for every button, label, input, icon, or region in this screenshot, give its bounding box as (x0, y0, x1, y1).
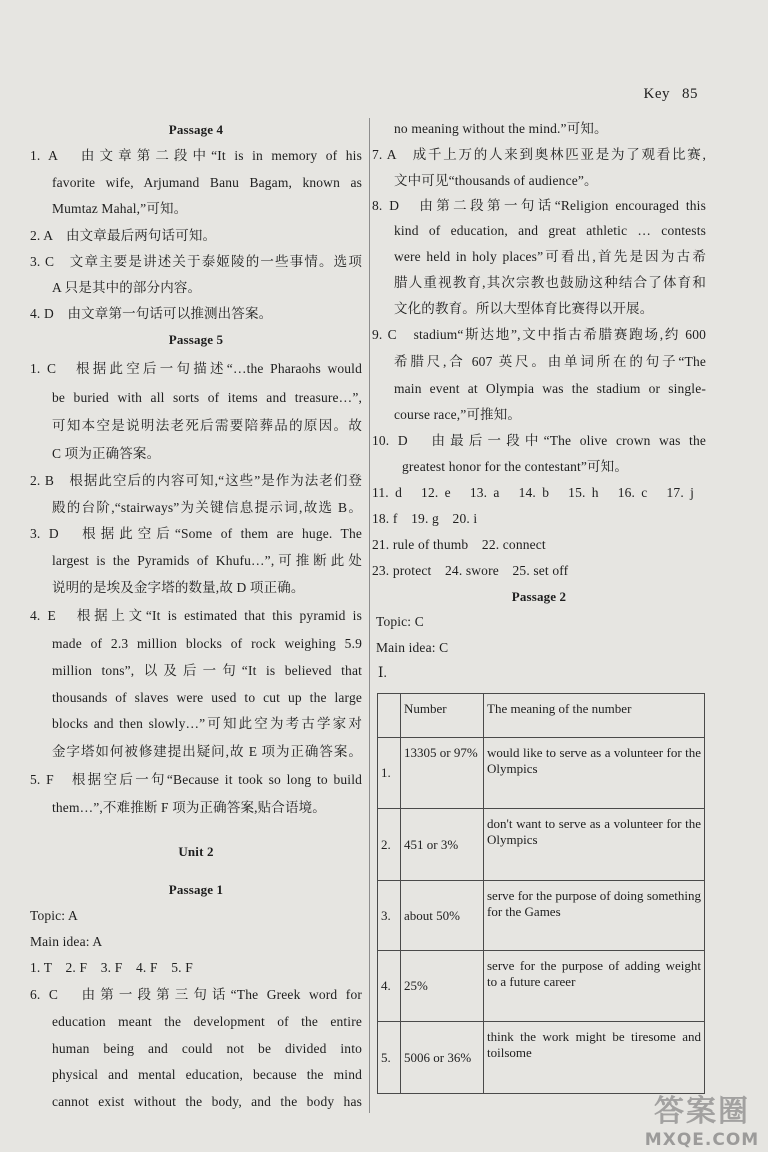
answer-line: 1. T 2. F 3. F 4. F 5. F (30, 960, 193, 975)
topic-line: Topic: A (30, 908, 78, 923)
row-index: 2. (378, 809, 401, 881)
column-divider (369, 118, 370, 1113)
row-index: 4. (378, 951, 401, 1022)
unit-heading: Unit 2 (178, 844, 214, 859)
answer-line: human being and could not be divided into (52, 1041, 362, 1056)
meaning-cell: think the work might be tiresome and toilsome (484, 1022, 705, 1094)
table-row (378, 809, 705, 881)
answer-line: were held in holy places”可看出,首先是因为古希 (394, 249, 706, 264)
answer-line: 10. D 由最后一段中“The olive crown was the (372, 433, 706, 448)
row-index: 3. (378, 881, 401, 951)
row-index: 1. (378, 738, 401, 809)
answer-line: Mumtaz Mahal,”可知。 (52, 201, 188, 216)
answer-line: 7. A 成千上万的人来到奥林匹亚是为了观看比赛, (372, 147, 706, 162)
watermark-logo-text: 答案圈 (654, 1094, 750, 1129)
answer-line: favorite wife, Arjumand Banu Bagam, known as (52, 175, 362, 190)
answer-line: 23. protect 24. swore 25. set off (372, 563, 569, 578)
number-cell: about 50% (401, 881, 484, 951)
answer-line: thousands of slaves were used to cut up the large (52, 690, 362, 705)
answer-line: 21. rule of thumb 22. connect (372, 537, 546, 552)
answer-line: C 项为正确答案。 (52, 446, 161, 461)
answer-line: physical and mental education, because the mind (52, 1067, 362, 1082)
row-index: 5. (378, 1022, 401, 1094)
passage-heading: Passage 1 (168, 882, 224, 897)
site-watermark (642, 1086, 762, 1150)
answer-line: 文中可见“thousands of audience”。 (394, 173, 598, 188)
meaning-cell: don't want to serve as a volunteer for the Olympics (484, 809, 705, 881)
answer-line: A 只是其中的部分内容。 (52, 280, 202, 295)
number-cell: 13305 or 97% (401, 738, 484, 809)
passage-heading: Passage 5 (168, 332, 224, 347)
answer-line: main event at Olympia was the stadium or single- (394, 381, 706, 396)
answer-line: 1. A 由文章第二段中“It is in memory of his (30, 148, 362, 163)
main-idea-line: Main idea: C (376, 640, 449, 655)
answer-line: 4. D 由文章第一句话可以推测出答案。 (30, 306, 273, 321)
table-header-row (378, 694, 705, 738)
number-cell: 25% (401, 951, 484, 1022)
numbers-table (377, 693, 705, 1094)
table-row (378, 951, 705, 1022)
answer-line: 腊人重视教育,其次宗教也鼓励这种结合了体育和 (394, 275, 706, 290)
header-cell: Number (401, 694, 484, 738)
answer-line: 2. A 由文章最后两句话可知。 (30, 228, 217, 243)
topic-line: Topic: C (376, 614, 424, 629)
answer-line: greatest honor for the contestant”可知。 (402, 459, 628, 474)
main-idea-line: Main idea: A (30, 934, 103, 949)
answer-line: 18. f 19. g 20. i (372, 511, 478, 526)
table-row (378, 881, 705, 951)
section-marker: Ⅰ. (378, 665, 388, 680)
meaning-cell: serve for the purpose of doing something for the Games (484, 881, 705, 951)
meaning-cell: would like to serve as a volunteer for the Olympics (484, 738, 705, 809)
header-cell: The meaning of the number (484, 694, 705, 738)
header-key-label: Key (643, 86, 670, 102)
answer-line: 6. C 由第一段第三句话“The Greek word for (30, 987, 362, 1002)
answer-line: 9. C stadium“斯达地”,文中指古希腊赛跑场,约 600 (372, 327, 706, 342)
number-cell: 451 or 3% (401, 809, 484, 881)
passage-heading: Passage 2 (511, 589, 567, 604)
page-number: 85 (682, 86, 698, 102)
meaning-cell: serve for the purpose of adding weight to a future career (484, 951, 705, 1022)
answer-line: largest is the Pyramids of Khufu…”,可推断此处 (52, 553, 362, 568)
answer-line: 殿的台阶,“stairways”为关键信息提示词,故选 B。 (52, 500, 362, 515)
answer-line: kind of education, and great athletic … contests (394, 223, 706, 238)
answer-line: 11. d 12. e 13. a 14. b 15. h 16. c 17. j (372, 485, 694, 500)
answer-line: million tons”, 以及后一句“It is believed that (52, 663, 362, 678)
answer-line: 3. D 根据此空后“Some of them are huge. The (30, 526, 362, 541)
passage-heading: Passage 4 (168, 122, 224, 137)
answer-line: 1. C 根据此空后一句描述“…the Pharaohs would (30, 361, 362, 376)
answer-line: made of 2.3 million blocks of rock weighing 5.9 (52, 636, 362, 651)
number-cell: 5006 or 36% (401, 1022, 484, 1094)
answer-line: 3. C 文章主要是讲述关于泰姬陵的一些事情。选项 (30, 254, 362, 269)
answer-line: 可知本空是说明法老死后需要陪葬品的原因。故 (52, 418, 362, 433)
answer-line: 说明的是埃及金字塔的数量,故 D 项正确。 (52, 580, 305, 595)
answer-line: 金字塔如何被修建提出疑问,故 E 项为正确答案。 (52, 744, 362, 759)
answer-line: no meaning without the mind.”可知。 (394, 121, 608, 136)
watermark-url: MXQE.COM (644, 1130, 760, 1150)
table-row (378, 1022, 705, 1094)
answer-line: 文化的教育。所以大型体育比赛得以开展。 (394, 301, 654, 316)
answer-line: 8. D 由第二段第一句话“Religion encouraged this (372, 198, 706, 213)
answer-line: 2. B 根据此空后的内容可知,“这些”是作为法老们登 (30, 473, 362, 488)
answer-line: them…”,不难推断 F 项为正确答案,贴合语境。 (52, 800, 326, 815)
table-row (378, 738, 705, 809)
answer-line: education meant the development of the entire (52, 1014, 362, 1029)
page-header (644, 86, 699, 103)
answer-line: course race,”可推知。 (394, 407, 521, 422)
answer-line: blocks and then slowly…”可知此空为考古学家对 (52, 716, 362, 731)
answer-line: be buried with all sorts of items and treasure…”, (52, 390, 362, 405)
answer-line: 4. E 根据上文“It is estimated that this pyramid is (30, 608, 362, 623)
answer-line: 希腊尺,合 607 英尺。由单词所在的句子“The (394, 354, 706, 369)
answer-line: cannot exist without the body, and the body has (52, 1094, 362, 1109)
answer-line: 5. F 根据空后一句“Because it took so long to build (30, 772, 362, 787)
header-cell (378, 694, 401, 738)
